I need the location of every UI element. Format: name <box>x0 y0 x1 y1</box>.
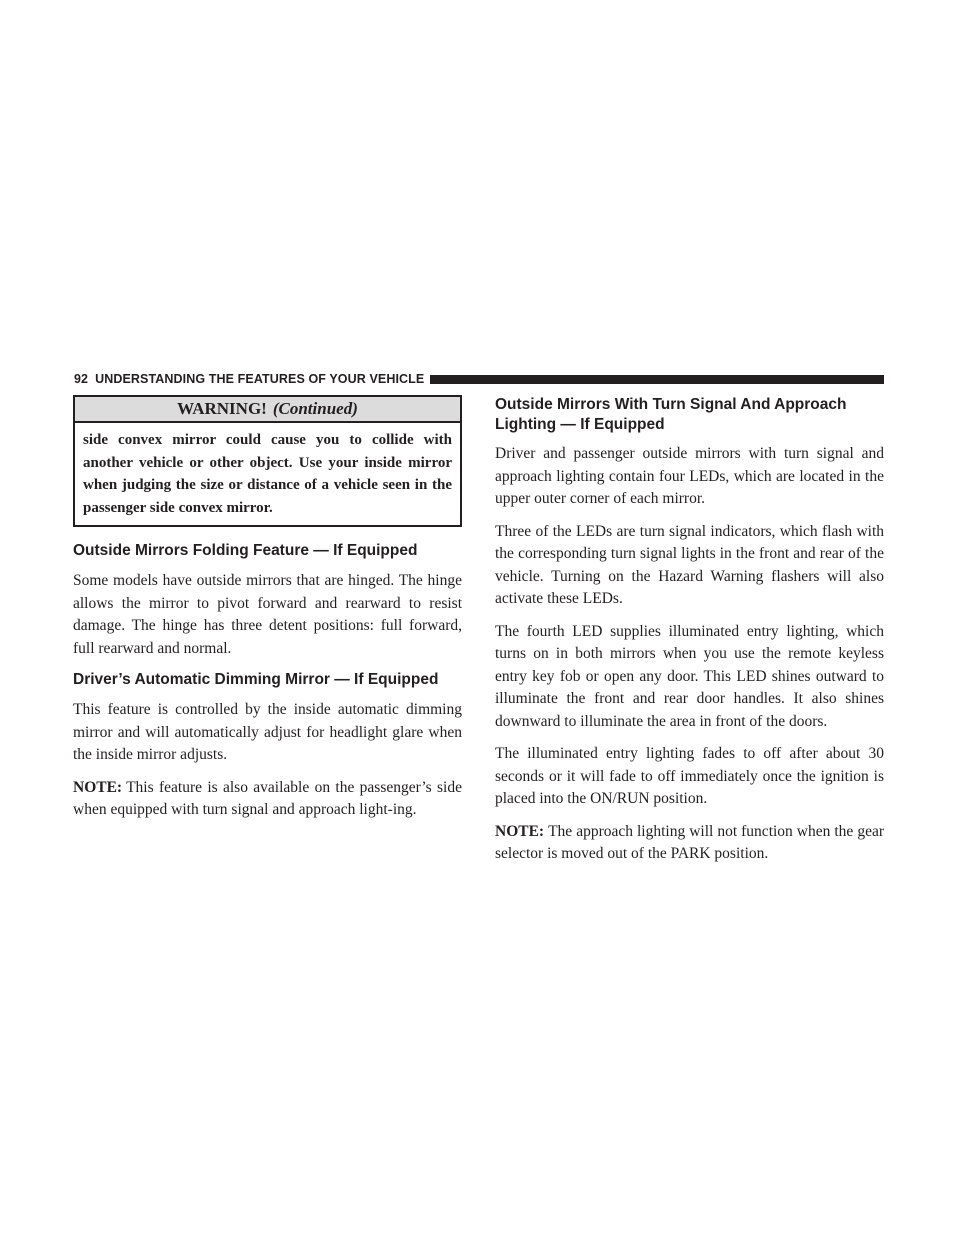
warning-continued: (Continued) <box>272 399 358 418</box>
turn-signal-p4: The illuminated entry lighting fades to off after about 30 seconds or it will fade to off immediately once the ignition is placed into the ON/RUN position. <box>495 745 884 807</box>
turn-signal-p1: Driver and passenger outside mirrors with turn signal and approach lighting contain four LEDs, which are located in the upper outer corner of each mirror. <box>495 445 884 507</box>
warning-header <box>75 397 460 423</box>
warning-text: side convex mirror could cause you to collide with another vehicle or other object. Use your inside mirror when judging the size or distance of a vehicle seen in the passenger side convex mirror. <box>83 432 452 516</box>
note-text: The approach lighting will not function when the gear selector is moved out of the PARK position. <box>495 822 884 862</box>
note-label: NOTE: <box>73 778 123 796</box>
warning-title: WARNING! <box>177 399 267 418</box>
folding-body: Some models have outside mirrors that are hinged. The hinge allows the mirror to pivot forward and rearward to resist damage. The hinge has three detent positions: full forward, full rearward and normal. <box>73 572 462 657</box>
note-text: This feature is also available on the passenger’s side when equipped with turn signal and approach light-ing. <box>73 778 462 818</box>
dimming-body: This feature is controlled by the inside automatic dimming mirror and will automatically adjust for headlight glare when the inside mirror adjusts. <box>73 701 462 763</box>
right-column <box>495 395 884 876</box>
turn-signal-p2: Three of the LEDs are turn signal indicators, which flash with the corresponding turn signal lights in the front and rear of the vehicle. Turning on the Hazard Warning flashers will also activate these LEDs. <box>495 522 884 607</box>
note-label: NOTE: <box>495 822 545 840</box>
turn-signal-heading: Outside Mirrors With Turn Signal And Approach Lighting — If Equipped <box>495 396 847 433</box>
page-header <box>74 370 884 388</box>
folding-heading: Outside Mirrors Folding Feature — If Equipped <box>73 542 418 559</box>
page-number: 92 <box>74 372 89 386</box>
turn-signal-note <box>495 821 884 866</box>
warning-box <box>73 395 462 527</box>
header-rule <box>430 375 884 384</box>
dimming-heading: Driver’s Automatic Dimming Mirror — If Equipped <box>73 671 439 688</box>
left-column <box>73 395 462 832</box>
turn-signal-p3: The fourth LED supplies illuminated entry lighting, which turns on in both mirrors when you use the remote keyless entry key fob or open any door. This LED shines outward to illuminate the front and rear door handles. It also shines downward to illuminate the area in front of the doors. <box>495 622 884 730</box>
section-title: UNDERSTANDING THE FEATURES OF YOUR VEHICLE <box>95 372 425 386</box>
dimming-note <box>73 777 462 822</box>
